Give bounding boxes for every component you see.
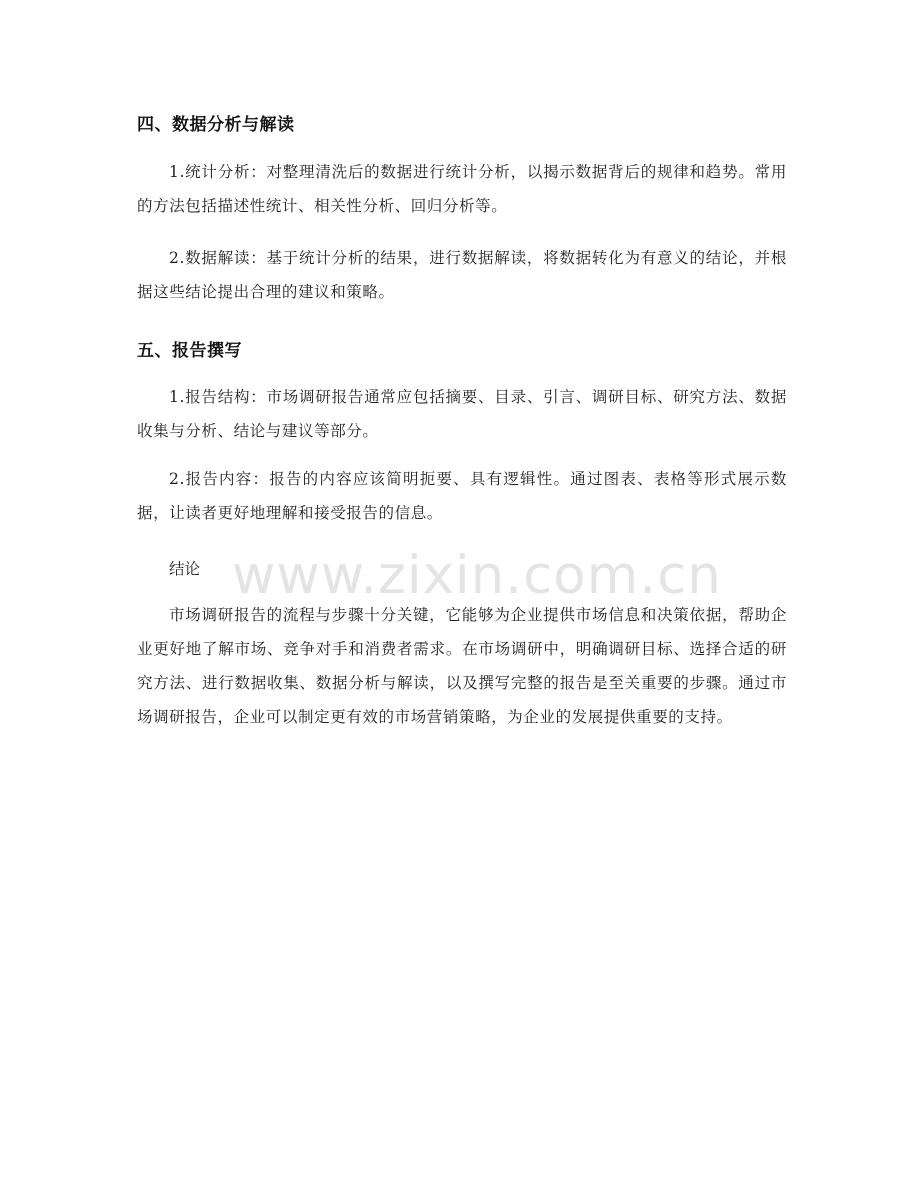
section-5-paragraph-2: 2.报告内容：报告的内容应该简明扼要、具有逻辑性。通过图表、表格等形式展示数据，让读者更好地理解和接受报告的信息。 [137,470,787,522]
section-5-paragraph-1: 1.报告结构：市场调研报告通常应包括摘要、目录、引言、调研目标、研究方法、数据收集与分析、结论与建议等部分。 [137,388,787,440]
section-4-paragraph-1: 1.统计分析：对整理清洗后的数据进行统计分析，以揭示数据背后的规律和趋势。常用的方法包括描述性统计、相关性分析、回归分析等。 [137,163,787,215]
section-5-heading: 五、报告撰写 [137,341,242,361]
conclusion-paragraph: 市场调研报告的流程与步骤十分关键，它能够为企业提供市场信息和决策依据，帮助企业更好地了解市场、竞争对手和消费者需求。在市场调研中，明确调研目标、选择合适的研究方法、进行数据收集、数据分析与解读，以及撰写完整的报告是至关重要的步骤。通过市场调研报告，企业可以制定更有效的市场营销策略，为企业的发展提供重要的支持。 [137,606,787,726]
conclusion-label: 结论 [169,560,201,578]
watermark: www.zixin.com.cn [232,545,722,606]
section-4-heading: 四、数据分析与解读 [137,115,295,135]
section-4-paragraph-2: 2.数据解读：基于统计分析的结果，进行数据解读，将数据转化为有意义的结论，并根据这些结论提出合理的建议和策略。 [137,249,787,301]
